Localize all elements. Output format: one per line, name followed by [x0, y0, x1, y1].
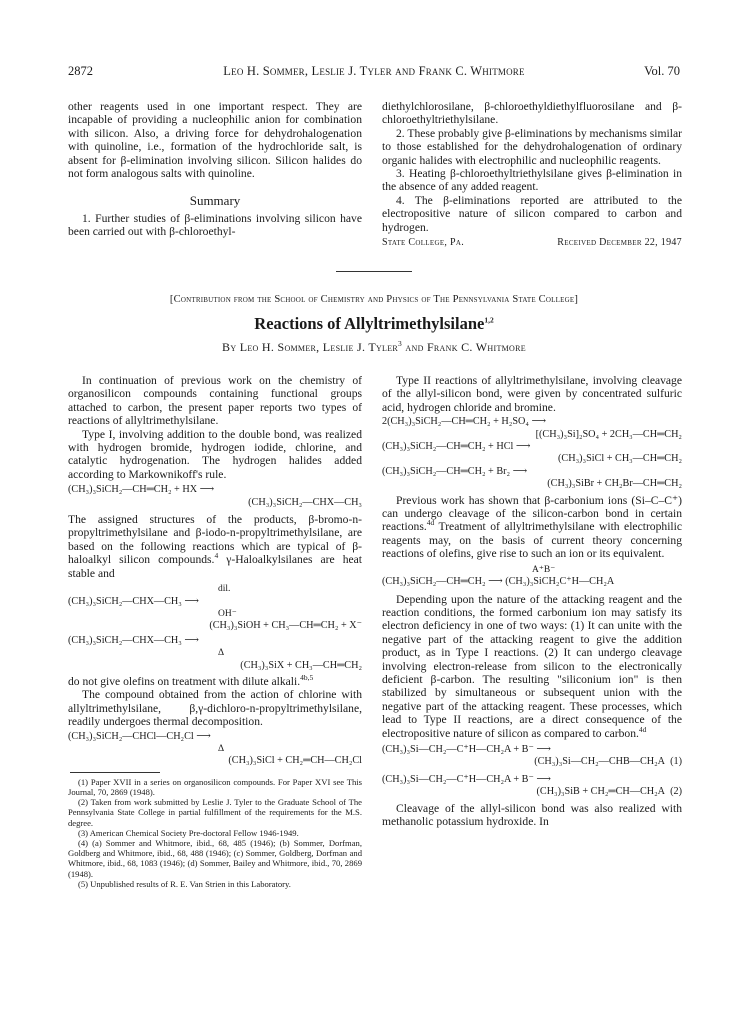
footnotes [68, 777, 362, 889]
equation-line: (CH₃)₃SiCl + CH₂═CH—CH₂Cl [228, 755, 362, 767]
summary-item-1: 1. Further studies of β-eliminations involving silicon have been carried out with β-chloroethyl- [68, 211, 362, 239]
alkali-text: do not give olefins on treatment with dilute alkali. [68, 674, 301, 688]
contribution-line: [Contribution from the School of Chemistry and Physics of The Pennsylvania State College] [169, 294, 579, 305]
equation-line: (CH₃)₃SiCH₂—CH═CH₂ + HCl ⟶ [382, 441, 531, 453]
intro-paragraph: In continuation of previous work on the chemistry of organosilicon compounds containing functional groups attached to carbon, the present paper reports two types of reactions of allyltrimethylsilane. [68, 374, 362, 428]
footnote-1: (1) Paper XVII in a series on organosilicon compounds. For Paper XVI see This Journal, 70, 2869 (1948). [68, 776, 362, 797]
equation-line: (CH₃)₃SiCH₂—CH═CH₂ + Br₂ ⟶ [382, 465, 528, 477]
equation-line: 2(CH₃)₃SiCH₂—CH═CH₂ + H₂SO₄ ⟶ [382, 416, 547, 428]
signoff [382, 236, 682, 249]
reaction-arrow: ⟶ [488, 576, 503, 588]
equation-number: (2) [670, 786, 682, 798]
equation-line [382, 756, 682, 768]
page-number: 2872 [68, 64, 93, 78]
equation-bromine [382, 466, 682, 491]
equation-line [68, 635, 362, 647]
footnote-5: (5) Unpublished results of R. E. Van Strien in this Laboratory. [78, 878, 291, 889]
authors-part-2: and Frank C. Whitmore [402, 340, 526, 354]
footnote-2: (2) Taken from work submitted by Leslie J. Tyler to the Graduate School of The Pennsylvania State College in partial fulfillment of the requirements for the M.S. degree. [68, 797, 362, 828]
equation-line: (CH₃)₃SiBr + CH₂Br—CH═CH₂ [547, 478, 682, 490]
equation-product: (CH₃)₃SiCH₂C⁺H—CH₂A [505, 576, 615, 588]
equation-dichloro-decomposition [68, 731, 362, 768]
mechanism-text: Depending upon the nature of the attacking reagent and the reaction conditions, the formed carbonium ion may satisfy its electron deficiency in one of two ways: (1) It can unite with the negative part of the attacking reagent to give the addition product, as in Type I reactions. (2) It can undergo cleavage involving electron-release from silicon to the electronically deficient β-carbon. The resulting "siliconium ion" is then stabilized by simultaneous or subsequent union with the negative part of the attacking reagent. These processes, which lead to Type II reactions, are a direct consequence of the electropositive nature of silicon as compared to carbon. [382, 592, 682, 740]
equation-line: [(CH₃)₃Si]₂SO₄ + 2CH₃—CH═CH₂ [535, 428, 682, 440]
footnote-ref: 4 [214, 551, 219, 561]
cleavage-paragraph: Cleavage of the allyl-silicon bond was also realized with methanolic potassium hydroxide. In [382, 801, 682, 828]
signoff-place: State College, Pa. [382, 237, 465, 249]
type-two-paragraph: Type II reactions of allyltrimethylsilane, involving cleavage of the allyl-silicon bond, were given by concentrated sulfuric acid, hydrogen chloride and bromine. [382, 374, 682, 414]
equation-line [68, 731, 362, 743]
equation-line [382, 786, 682, 798]
condition-label: OH⁻ [218, 608, 237, 619]
equation-2 [382, 774, 682, 799]
prev-article-left-column [68, 100, 362, 239]
article-left-column [68, 374, 362, 889]
equation-line: (CH₃)₃SiOH + CH₃—CH═CH₂ + X⁻ [209, 620, 362, 632]
equation-product: (CH₃)₃SiB + CH₂═CH—CH₂A [536, 786, 666, 798]
article-title [68, 314, 680, 334]
reaction-arrow: ⟶ [184, 595, 199, 607]
article-title-text: Reactions of Allyltrimethylsilane [254, 314, 485, 333]
equation-line [382, 576, 682, 588]
carbonium-paragraph [382, 494, 682, 561]
equation-hydrogen-chloride [382, 441, 682, 466]
equation-reactant: (CH₃)₃SiCH₂—CH═CH₂ [382, 576, 486, 588]
dichloro-paragraph: The compound obtained from the action of chlorine with allyltrimethylsilane, β,γ-dichloro-n-propyltrimethylsilane, readily undergoes thermal decomposition. [68, 688, 362, 729]
summary-item-2: 2. These probably give β-eliminations by mechanisms similar to those established for the dehydrohalogenation of ordinary organic halides with electrophilic and nucleophilic reagents. [382, 126, 682, 167]
article-separator-rule [336, 271, 412, 272]
reaction-arrow: ⟶ [196, 730, 211, 742]
equation-line: (CH₃)₃Si—CH₂—C⁺H—CH₂A + B⁻ ⟶ [382, 773, 551, 785]
equation-line: (CH₃)₃SiCH₂—CHX—CH₃ [248, 496, 362, 508]
signoff-received: Received December 22, 1947 [557, 237, 682, 249]
article-authors [68, 340, 680, 355]
carbonium-text: Previous work has shown that β-carbonium ions (Si–C–C⁺) can undergo cleavage of the silicon-carbon bond in certain reactions. [382, 493, 682, 534]
equation-reactant: (CH₃)₃SiCH₂—CHX—CH₃ [68, 595, 182, 607]
mechanism-paragraph [382, 593, 682, 740]
equation-reactant: (CH₃)₃SiCH₂—CHCl—CH₂Cl [68, 730, 194, 742]
carbonium-text-tail: Treatment of allyltrimethylsilane with electrophilic reagents may, on the basis of current theory concerning reactions of olefins, give rise to such an ion or its equivalent. [382, 520, 682, 561]
equation-electrophile-attack [382, 564, 682, 589]
summary-heading: Summary [189, 193, 241, 209]
equation-alkali-elimination [68, 583, 362, 633]
reaction-arrow: ⟶ [184, 634, 199, 646]
condition-label: Δ [218, 743, 225, 754]
equation-line: (CH₃)₃SiCl + CH₃—CH═CH₂ [558, 453, 682, 465]
footnote-ref: 4d [638, 724, 647, 734]
article-right-column [382, 374, 682, 828]
structure-text-tail: γ-Haloalkylsilanes are heat stable and [68, 553, 362, 580]
running-title: Leo H. Sommer, Leslie J. Tyler and Frank C. Whitmore [223, 64, 525, 78]
condition-label: Δ [218, 648, 225, 659]
condition-label: dil. [218, 584, 231, 595]
reagent-label: A⁺B⁻ [532, 564, 556, 575]
structure-paragraph [68, 513, 362, 580]
volume-label: Vol. 70 [644, 64, 680, 78]
equation-line [68, 596, 362, 608]
footnote-3: (3) American Chemical Society Pre-doctoral Fellow 1946-1949. [78, 827, 299, 838]
equation-product: (CH₃)₃Si—CH₂—CHB—CH₂A [534, 756, 666, 768]
prev-body-paragraph: other reagents used in one important respect. They are incapable of providing a nucleophilic anion for combination with silicon. Also, a driving force for dehydrohalogenation with quinoline, i.e., formation of the hydrochloride salt, is absent for β-elimination involving silicon. Silicon halides do not form analogous salts with quinoline. [68, 100, 362, 181]
equation-hx-addition [68, 484, 362, 509]
title-footnote-ref: 1,2 [484, 315, 494, 325]
equation-thermal-elimination [68, 635, 362, 672]
equation-reactant: (CH₃)₃SiCH₂—CHX—CH₃ [68, 634, 182, 646]
equation-line: (CH₃)₃SiCH₂—CH═CH₂ + HX ⟶ [68, 484, 215, 496]
footnote-4: (4) (a) Sommer and Whitmore, ibid., 68, 485 (1946); (b) Sommer, Dorfman, Goldberg and Whitmore, ibid., 68, 488 (1946); (c) Sommer, Goldberg, Dorfman and Whitmore, ibid., 68, 1083 (1946); (d) Sommer, Bailey and Whitmore, ibid., 70, 2869 (1948). [68, 838, 362, 879]
footnote-rule [70, 772, 160, 773]
structure-text: The assigned structures of the products, β-bromo-n-propyltrimethylsilane and β-iodo-n-propyltrimethylsilane, are based on the following reactions which are typical of β-haloalkyl silicon compounds. [68, 513, 362, 567]
author-footnote-ref: 3 [398, 339, 403, 348]
equation-line: (CH₃)₃SiX + CH₃—CH═CH₂ [240, 659, 362, 671]
equation-sulfuric-acid [382, 416, 682, 441]
footnote-ref: 4d [426, 518, 435, 528]
prev-article-right-column [382, 100, 682, 249]
summary-item-4: 4. The β-eliminations reported are attributed to the electropositive nature of silicon compared to carbon and hydrogen. [382, 193, 682, 234]
equation-1 [382, 744, 682, 769]
equation-line: (CH₃)₃Si—CH₂—C⁺H—CH₂A + B⁻ ⟶ [382, 743, 551, 755]
alkali-paragraph [68, 675, 362, 688]
running-header [68, 64, 680, 80]
summary-item-1-continued: diethylchlorosilane, β-chloroethyldiethylfluorosilane and β-chloroethyltriethylsilane. [382, 100, 682, 127]
footnote-ref: 4b,5 [300, 673, 314, 683]
type-one-paragraph: Type I, involving addition to the double bond, was realized with hydrogen bromide, hydrogen iodide, chlorine, and catalytic hydrogenation. The hydrogen halides added according to Markownikoff's rule. [68, 427, 362, 481]
summary-item-3: 3. Heating β-chloroethyltriethylsilane gives β-elimination in the absence of any added reagent. [382, 167, 682, 194]
authors-part-1: By Leo H. Sommer, Leslie J. Tyler [222, 340, 399, 354]
equation-number: (1) [670, 756, 682, 768]
